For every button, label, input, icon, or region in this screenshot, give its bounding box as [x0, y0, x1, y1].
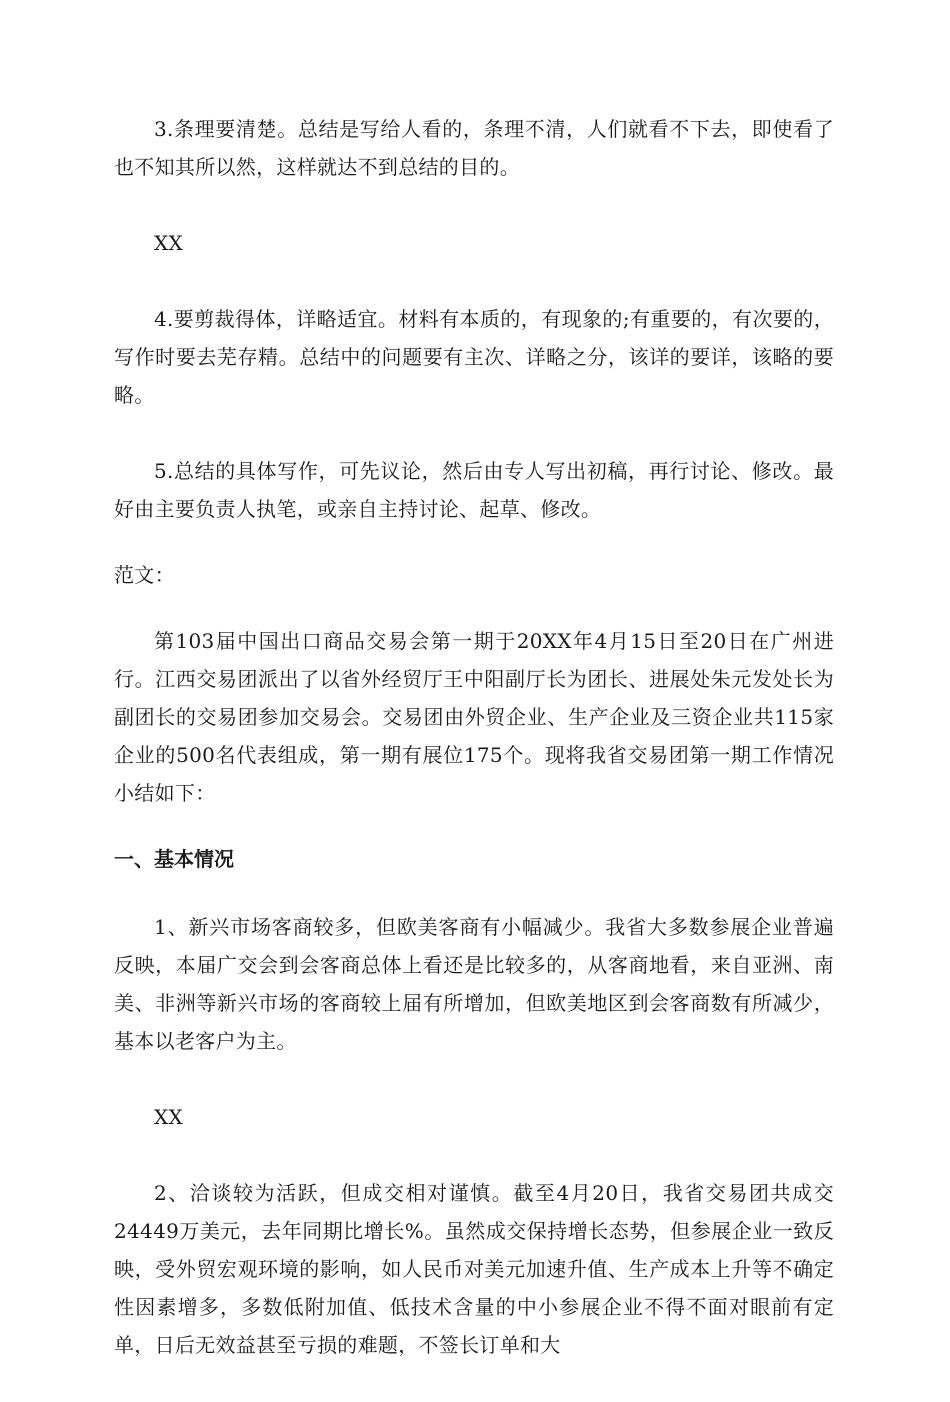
- sample-label: 范文：: [114, 563, 175, 587]
- paragraph-point-3: 3.条理要清楚。总结是写给人看的，条理不清，人们就看不下去，即使看了也不知其所以然，这样就达不到总结的目的。: [114, 117, 834, 179]
- paragraph-basic-1: 1、新兴市场客商较多，但欧美客商有小幅减少。我省大多数参展企业普遍反映，本届广交会到会客商总体上看还是比较多的，从客商地看，来自亚洲、南美、非洲等新兴市场的客商较上届有所增加，但欧美地区到会客商数有所减少，基本以老客户为主。: [114, 915, 834, 1053]
- paragraph-basic-2: 2、洽谈较为活跃，但成交相对谨慎。截至4月20日，我省交易团共成交24449万美元，去年同期比增长%。虽然成交保持增长态势，但参展企业一致反映，受外贸宏观环境的影响，如人民币对美元加速升值、生产成本上升等不确定性因素增多，多数低附加值、低技术含量的中小参展企业不得不面对眼前有定单，日后无效益甚至亏损的难题，不签长订单和大: [114, 1181, 834, 1357]
- paragraph-point-5: 5.总结的具体写作，可先议论，然后由专人写出初稿，再行讨论、修改。最好由主要负责人执笔，或亲自主持讨论、起草、修改。: [114, 459, 834, 521]
- placeholder-xx: XX: [154, 231, 184, 255]
- placeholder-xx: XX: [154, 1105, 184, 1129]
- paragraph-point-4: 4.要剪裁得体，详略适宜。材料有本质的，有现象的;有重要的，有次要的，写作时要去芜存精。总结中的问题要有主次、详略之分，该详的要详，该略的要略。: [114, 307, 834, 407]
- document-page: [114, 110, 834, 1402]
- paragraph-intro: 第103届中国出口商品交易会第一期于20XX年4月15日至20日在广州进行。江西交易团派出了以省外经贸厅王中阳副厅长为团长、进展处朱元发处长为副团长的交易团参加交易会。交易团由外贸企业、生产企业及三资企业共115家企业的500名代表组成，第一期有展位175个。现将我省交易团第一期工作情况小结如下：: [114, 629, 834, 805]
- section-heading-basic-situation: 一、基本情况: [114, 847, 234, 871]
